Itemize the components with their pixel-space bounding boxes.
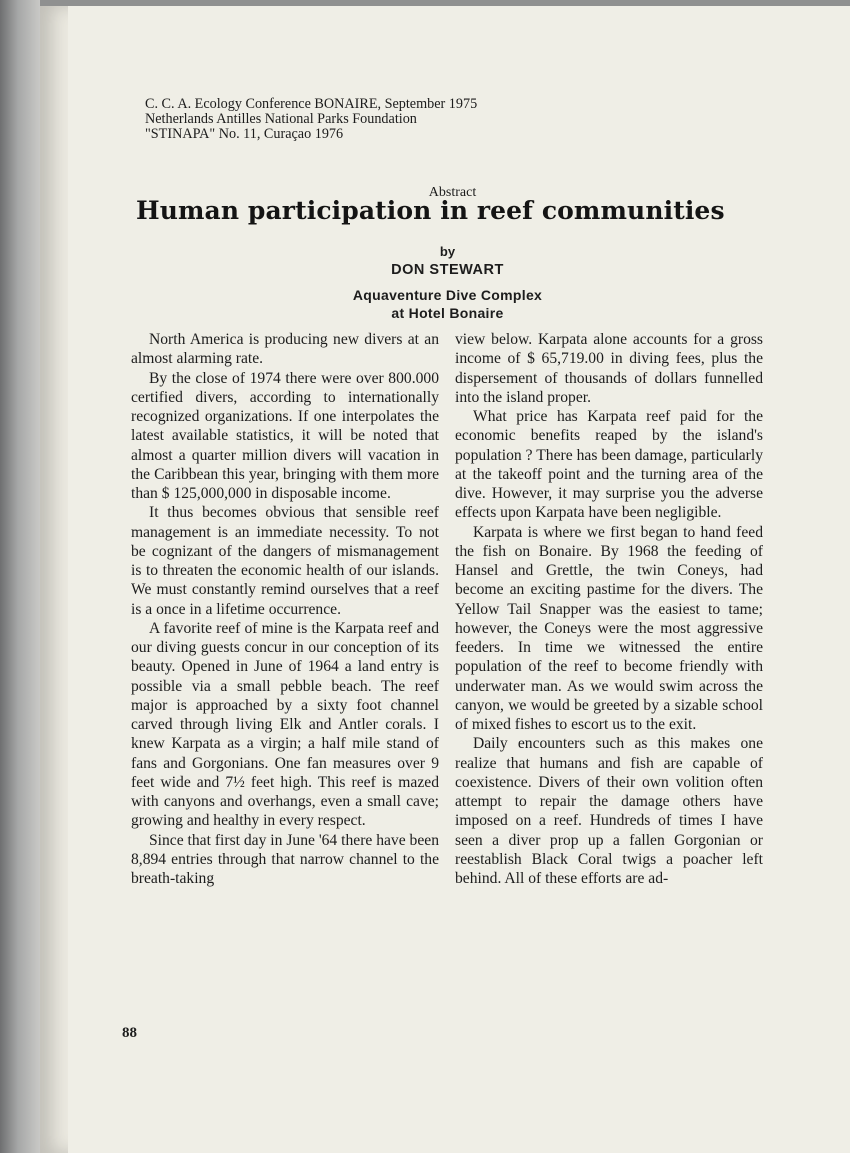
author-name: DON STEWART (391, 262, 504, 278)
right-text-column (455, 330, 763, 888)
left-text-column (131, 330, 439, 888)
source-line: Netherlands Antilles National Parks Foundation (145, 111, 417, 127)
paragraph: Since that first day in June '64 there have been 8,894 entries through that narrow channel to the breath-taking (131, 831, 439, 887)
paragraph: What price has Karpata reef paid for the economic benefits reaped by the island's population ? There has been damage, particularly at the takeoff point and the turning area of the dive. However, it may surprise you the adverse effects upon Karpata have been negligible. (455, 408, 763, 522)
source-line: C. C. A. Ecology Conference BONAIRE, September 1975 (145, 96, 478, 112)
affiliation-line: at Hotel Bonaire (391, 305, 504, 321)
paragraph: Karpata is where we first began to hand feed the fish on Bonaire. By 1968 the feeding of Hansel and Grettle, the twin Coneys, had become an exciting pastime for the divers. The Yellow Tail Snapper was the easiest to tame; however, the Coneys were the most aggressive feeders. In time we witnessed the entire population of the reef to become friendly with underwater man. As we would swim across the canyon, we would be greeted by a sizable school of mixed fishes to escort us to the exit. (455, 523, 763, 733)
affiliation-line: Aquaventure Dive Complex (352, 287, 543, 303)
paragraph: Daily encounters such as this makes one realize that humans and fish are capable of coexistence. Divers of their own volition often attempt to repair the damage others have imposed on a reef. Hundreds of times I have seen a diver prop up a fallen Gorgonian or reestablish Black Coral twigs a poacher left behind. All of these efforts are ad- (455, 735, 763, 887)
source-citation (145, 97, 645, 142)
book-spine (0, 0, 40, 1153)
page-number: 88 (122, 1025, 137, 1041)
abstract-label: Abstract (428, 185, 477, 200)
source-line: "STINAPA" No. 11, Curaçao 1976 (145, 126, 344, 142)
paragraph: By the close of 1974 there were over 800.000 certified divers, according to internationally recognized organizations. If one interpolates the latest available statistics, it will be noted that almost a quarter million divers will vacation in the Caribbean this year, bringing with them more than $ 125,000,000 in disposable income. (131, 369, 439, 502)
paragraph: North America is producing new divers at an almost alarming rate. (131, 331, 439, 368)
article-title: Human participation in reef communities (136, 196, 725, 225)
paragraph: A favorite reef of mine is the Karpata reef and our diving guests concur in our conception of its beauty. Opened in June of 1964 a land entry is possible via a small pebble beach. The reef major is approached by a sixty foot channel carved through living Elk and Antler corals. I knew Karpata as a virgin; a half mile stand of fans and Gorgonians. One fan measures over 9 feet wide and 7½ feet high. This reef is mazed with canyons and overhangs, even a small cave; growing and healthy in every respect. (131, 619, 439, 830)
by-label: by (439, 244, 456, 259)
paragraph: It thus becomes obvious that sensible reef management is an immediate necessity. To not be cognizant of the dangers of mismanagement is to threaten the economic health of our islands. We must constantly remind ourselves that a reef is a once in a lifetime occurrence. (131, 504, 439, 618)
paragraph: view below. Karpata alone accounts for a gross income of $ 65,719.00 in diving fees, plus the dispersement of thousands of dollars funnelled into the island proper. (455, 331, 763, 406)
